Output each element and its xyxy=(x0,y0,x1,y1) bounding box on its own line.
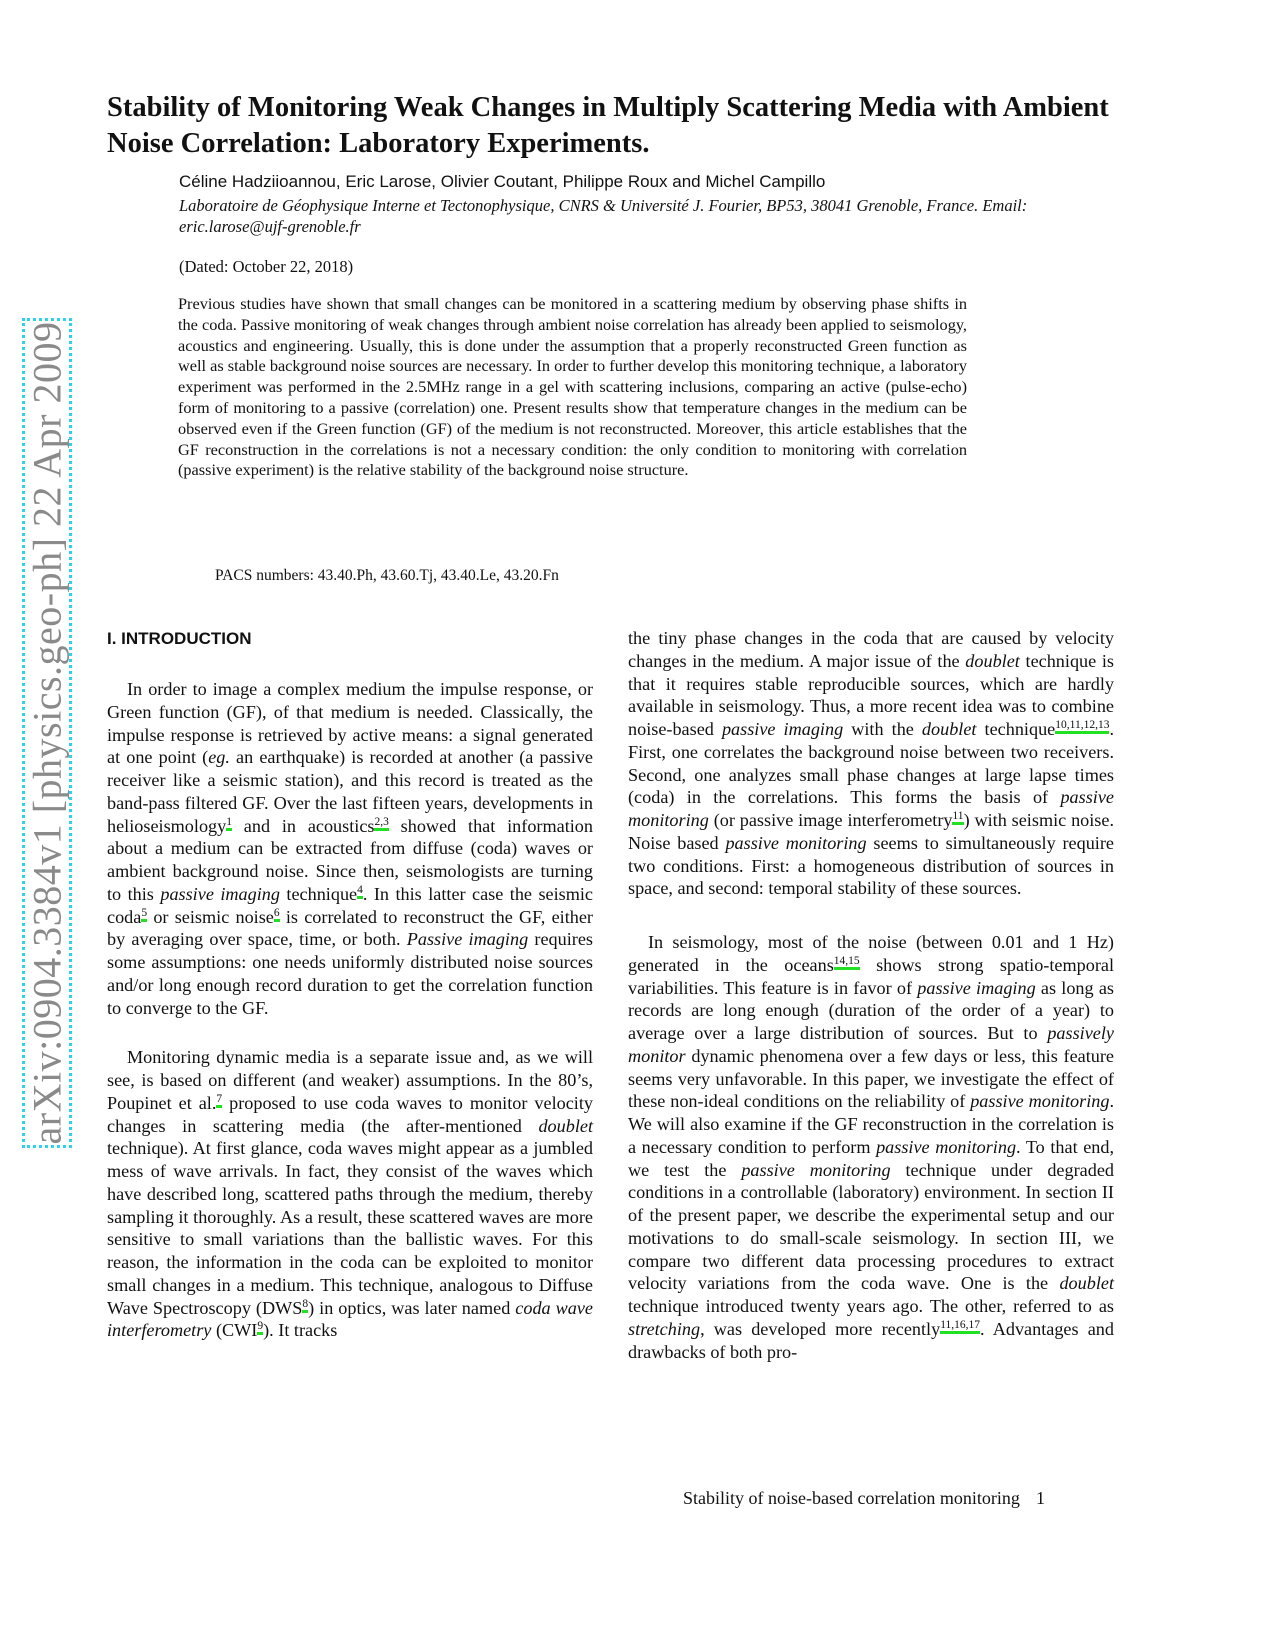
emphasis: doublet xyxy=(1059,1273,1114,1294)
text-run: technique xyxy=(976,719,1056,739)
emphasis: passive imaging xyxy=(721,719,844,739)
citation-link[interactable]: 9 xyxy=(257,1320,263,1335)
page-number: 1 xyxy=(1035,1488,1045,1508)
text-run: seems to simultaneously require two conditions. First: a homogeneous distribution of sources in space, and second: temporal stability of these sources. xyxy=(628,832,1114,899)
text-run: , was developed more recently xyxy=(700,1318,941,1339)
text-run: . Advantages and drawbacks of both pro- xyxy=(628,1318,1114,1362)
authors: Céline Hadziioannou, Eric Larose, Olivier Coutant, Philippe Roux and Michel Campillo xyxy=(179,172,826,191)
citation-link[interactable]: 6 xyxy=(274,907,280,922)
emphasis: doublet xyxy=(921,719,977,739)
text-run: and in acoustics xyxy=(231,815,375,836)
citation-link[interactable]: 1 xyxy=(226,816,232,831)
text-run: technique under degraded conditions in a controllable (laboratory) environment. In section II of the present paper, we describe the experimental setup and our motivations to do small-scale seismology. In section III, we compare two different data processing procedures to extract velocity variations from the coda wave. One is the xyxy=(628,1159,1114,1294)
emphasis: passive imaging xyxy=(160,883,280,904)
text-run: showed that information about a medium can be extracted from diffuse (coda) waves or ambient background noise. Since then, seismologists are turning to this xyxy=(107,815,593,904)
section-heading: I. INTRODUCTION xyxy=(107,629,252,648)
affiliation: Laboratoire de Géophysique Interne et Tectonophysique, CNRS & Université J. Fourier, BP53, 38041 Grenoble, France. Email: eric.larose@ujf-grenoble.fr xyxy=(179,196,1028,236)
citation-link[interactable]: 10,11,12,13 xyxy=(1055,719,1109,734)
text-run: . In this latter case the seismic coda xyxy=(107,883,593,927)
running-title: Stability of noise-based correlation monitoring xyxy=(683,1488,1020,1508)
text-run: technique is that it requires stable reproducible sources, which are hardly available in seismology. Thus, a more recent idea was to combine noise-based xyxy=(628,650,1114,739)
citation-link[interactable]: 2,3 xyxy=(374,816,388,831)
paper-title: Stability of Monitoring Weak Changes in Multiply Scattering Media with Ambient Noise Correlation: Laboratory Experiments. xyxy=(107,92,1109,159)
text-run: requires some assumptions: one needs uniformly distributed noise sources and/or long enough record duration to get the correlation function to converge to the GF. xyxy=(107,929,593,1018)
date: (Dated: October 22, 2018) xyxy=(179,257,354,276)
text-run: . We will also examine if the GF reconstruction in the correlation is a necessary condition to perform xyxy=(628,1091,1114,1157)
text-run: ). It tracks xyxy=(263,1320,338,1341)
emphasis: Passive imaging xyxy=(406,929,529,950)
text-run: or seismic noise xyxy=(147,906,274,927)
text-run: Monitoring dynamic media is a separate issue and, as we will see, is based on different (and weaker) assumptions. In the 80’s, Poupinet et al. xyxy=(107,1047,593,1113)
citation-link[interactable]: 7 xyxy=(216,1093,222,1108)
arxiv-id: arXiv:0904.3384v1 [physics.geo-ph] 22 Apr 2009 xyxy=(24,321,70,1145)
emphasis: passive monitoring xyxy=(741,1159,891,1180)
paragraph xyxy=(628,931,1114,1363)
emphasis: passively monitor xyxy=(628,1023,1114,1066)
emphasis: stretching xyxy=(628,1318,701,1339)
pacs-numbers: PACS numbers: 43.40.Ph, 43.60.Tj, 43.40.Le, 43.20.Fn xyxy=(215,567,559,584)
citation-link[interactable]: 11 xyxy=(952,810,963,825)
paragraph xyxy=(107,1046,593,1342)
text-run: (or passive image interferometry xyxy=(708,810,953,830)
emphasis: coda wave interferometry xyxy=(107,1297,593,1341)
citation-link[interactable]: 8 xyxy=(302,1298,308,1313)
arxiv-stamp xyxy=(22,318,72,1148)
citation-link[interactable]: 4 xyxy=(357,884,363,899)
text-run: In seismology, most of the noise (between 0.01 and 1 Hz) generated in the oceans xyxy=(628,932,1114,975)
text-run: . To that end, we test the xyxy=(628,1136,1115,1180)
left-column xyxy=(107,628,593,1342)
text-run: technique xyxy=(279,883,358,904)
citation-link[interactable]: 11,16,17 xyxy=(940,1319,980,1334)
text-run: proposed to use coda waves to monitor velocity changes in scattering media (the after-mentioned xyxy=(107,1092,593,1136)
text-run: the tiny phase changes in the coda that are caused by velocity changes in the medium. A major issue of the xyxy=(628,628,1114,671)
emphasis: passive monitoring xyxy=(876,1136,1017,1157)
page-footer xyxy=(683,1488,1045,1509)
text-run: . First, one correlates the background noise between two receivers. Second, one analyzes small phase changes at large lapse times (coda) in the correlations. This forms the basis of xyxy=(628,719,1114,808)
text-run: (CWI xyxy=(211,1320,258,1341)
text-run: shows strong spatio-temporal variabilities. This feature is in favor of xyxy=(628,954,1114,998)
emphasis: passive monitoring xyxy=(725,832,867,853)
abstract: Previous studies have shown that small changes can be monitored in a scattering medium by observing phase shifts in the coda. Passive monitoring of weak changes through ambient noise correlation has already been applied to seismology, acoustics and engineering. Usually, this is done under the assumption that a properly reconstructed Green function as well as stable background noise sources are necessary. In order to further develop this monitoring technique, a laboratory experiment was performed in the 2.5MHz range in a gel with scattering inclusions, comparing an active (pulse-echo) form of monitoring to a passive (correlation) one. Present results show that temperature changes in the medium can be observed even if the Green function (GF) of the medium is not reconstructed. Moreover, this article establishes that the GF reconstruction in the correlations is not a necessary condition: the only condition to monitoring with correlation (passive experiment) is the relative stability of the background noise structure. xyxy=(178,294,967,480)
text-run: In order to image a complex medium the impulse response, or Green function (GF), of that medium is needed. Classically, the impulse response is retrieved by active means: a signal generated at one point ( xyxy=(107,679,593,768)
emphasis: passive monitoring xyxy=(970,1091,1110,1112)
citation-link[interactable]: 5 xyxy=(141,907,147,922)
emphasis: passive monitoring xyxy=(628,787,1114,830)
emphasis: eg. xyxy=(208,747,230,768)
emphasis: doublet xyxy=(965,650,1020,671)
text-run: technique). At first glance, coda waves might appear as a jumbled mess of wave arrivals. In fact, they consist of the waves which have described long, scattered paths through the medium, thereby sampling it thoroughly. As a result, these scattered waves are more sensitive to small variations than the ballistic waves. For this reason, the information in the coda can be exploited to monitor small changes in a medium. This technique, analogous to Diffuse Wave Spectroscopy (DWS xyxy=(107,1138,593,1318)
text-run: as long as records are long enough (duration of the order of a year) to average over a large distribution of sources. But to xyxy=(628,977,1114,1043)
text-run: is correlated to reconstruct the GF, either by averaging over space, time, or both. xyxy=(107,906,593,950)
text-run: with the xyxy=(843,719,922,739)
right-column xyxy=(628,627,1114,1363)
text-run: dynamic phenomena over a few days or less, this feature seems very unfavorable. In this paper, we investigate the effect of these non-ideal conditions on the reliability of xyxy=(628,1045,1114,1112)
paragraph xyxy=(628,627,1114,900)
emphasis: doublet xyxy=(538,1115,593,1136)
text-run: technique introduced twenty years ago. The other, referred to as xyxy=(628,1296,1114,1316)
text-run: ) in optics, was later named xyxy=(308,1297,516,1318)
emphasis: passive imaging xyxy=(917,977,1036,998)
text-run: an earthquake) is recorded at another (a passive receiver like a seismic station), and this record is treated as the band-pass filtered GF. Over the last fifteen years, developments in helioseismology xyxy=(107,747,593,836)
text-run: ) with seismic noise. Noise based xyxy=(628,810,1115,853)
paragraph xyxy=(107,678,593,1019)
citation-link[interactable]: 14,15 xyxy=(834,955,860,970)
